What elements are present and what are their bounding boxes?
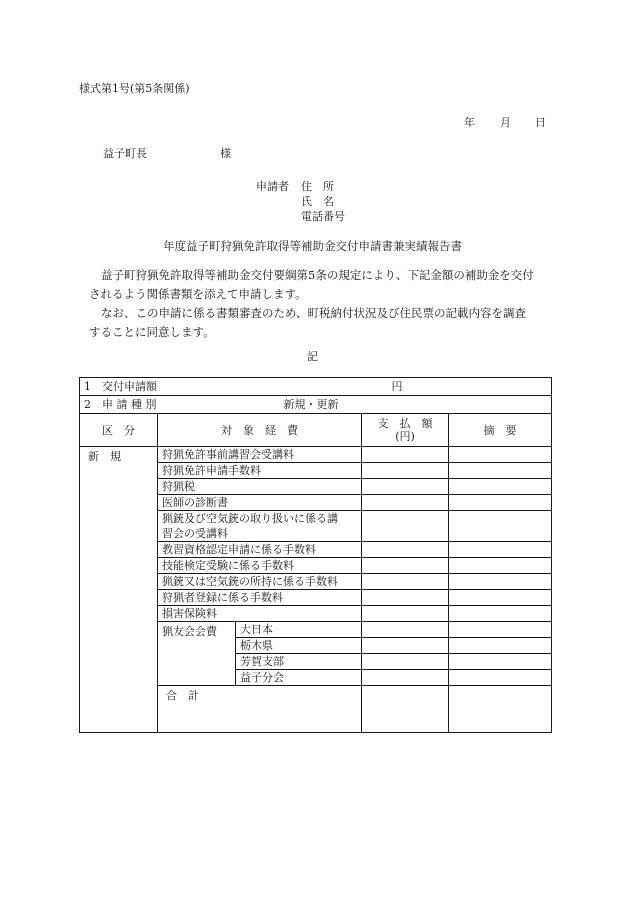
total-payment-cell bbox=[362, 686, 449, 733]
header-category: 区 分 bbox=[80, 414, 158, 447]
applicant-phone: 電話番号 bbox=[301, 210, 345, 223]
remarks-cell bbox=[449, 447, 552, 463]
date-month: 月 bbox=[500, 116, 511, 129]
payment-cell bbox=[362, 574, 449, 590]
item-label: 狩猟免許事前講習会受講料 bbox=[158, 447, 362, 463]
remarks-cell bbox=[449, 574, 552, 590]
document-title: 年度益子町狩猟免許取得等補助金交付申請書兼実績報告書 bbox=[163, 239, 462, 253]
membership-subitem: 芳賀支部 bbox=[236, 654, 362, 670]
item-label-line2: 習会の受講料 bbox=[162, 527, 228, 540]
header-row bbox=[80, 414, 552, 447]
item-label: 猟銃又は空気銃の所持に係る手数料 bbox=[158, 574, 362, 590]
payment-cell bbox=[362, 479, 449, 495]
item-label-multiline bbox=[158, 511, 362, 542]
amount-row bbox=[80, 378, 552, 396]
item-label: 損害保険料 bbox=[158, 606, 362, 622]
applicant-name: 氏 名 bbox=[301, 195, 334, 208]
remarks-cell bbox=[449, 654, 552, 670]
type-label: 2 申 請 種 別 bbox=[84, 398, 157, 411]
remarks-cell bbox=[449, 495, 552, 511]
membership-subitem: 大日本 bbox=[236, 622, 362, 638]
para1-line1: 益子町狩猟免許取得等補助金交付要綱第5条の規定により、下記金額の補助金を交付 bbox=[101, 268, 534, 282]
category-value: 新 規 bbox=[88, 450, 121, 463]
item-label: 狩猟税 bbox=[158, 479, 362, 495]
header-expense: 対 象 経 費 bbox=[158, 414, 362, 447]
remarks-cell bbox=[449, 542, 552, 558]
para2-line2: することに同意します。 bbox=[89, 325, 215, 339]
form-number: 様式第1号(第5条関係) bbox=[79, 82, 190, 95]
payment-cell bbox=[362, 622, 449, 638]
payment-cell bbox=[362, 606, 449, 622]
payment-cell bbox=[362, 638, 449, 654]
amount-unit: 円 bbox=[391, 380, 403, 393]
application-table bbox=[79, 377, 552, 733]
payment-cell bbox=[362, 542, 449, 558]
payment-cell bbox=[362, 558, 449, 574]
remarks-cell bbox=[449, 590, 552, 606]
category-cell bbox=[80, 447, 158, 733]
applicant-address: 住 所 bbox=[301, 180, 334, 193]
item-label-line1: 猟銃及び空気銃の取り扱いに係る講 bbox=[162, 512, 338, 525]
remarks-cell bbox=[449, 638, 552, 654]
remarks-cell bbox=[449, 463, 552, 479]
total-label bbox=[158, 686, 362, 733]
item-label: 教習資格認定申請に係る手数料 bbox=[158, 542, 362, 558]
ki-heading: 記 bbox=[307, 350, 318, 363]
membership-subitem: 栃木県 bbox=[236, 638, 362, 654]
payment-cell bbox=[362, 590, 449, 606]
amount-label: 1 交付申請額 bbox=[84, 380, 157, 393]
header-payment-unit: (円) bbox=[395, 430, 415, 443]
para2-line1: なお、この申請に係る書類審査のため、町税納付状況及び住民票の記載内容を調査 bbox=[101, 306, 527, 320]
table-row bbox=[80, 447, 552, 463]
membership-label: 猟友会会費 bbox=[158, 622, 236, 686]
addressee-name: 益子町長 bbox=[103, 147, 147, 160]
addressee-honorific: 様 bbox=[220, 147, 231, 160]
header-payment-label: 支 払 額 bbox=[377, 417, 433, 430]
header-payment bbox=[362, 414, 449, 447]
remarks-cell bbox=[449, 511, 552, 542]
para1-line2: されるよう関係書類を添えて申請します。 bbox=[89, 287, 307, 301]
payment-cell bbox=[362, 447, 449, 463]
payment-cell bbox=[362, 670, 449, 686]
remarks-cell bbox=[449, 479, 552, 495]
payment-cell bbox=[362, 495, 449, 511]
remarks-cell bbox=[449, 670, 552, 686]
date-day: 日 bbox=[535, 116, 546, 129]
remarks-cell bbox=[449, 606, 552, 622]
item-label: 狩猟免許申請手数料 bbox=[158, 463, 362, 479]
type-value: 新規・更新 bbox=[283, 398, 339, 411]
date-year: 年 bbox=[464, 116, 475, 129]
membership-subitem: 益子分会 bbox=[236, 670, 362, 686]
body-text bbox=[79, 266, 559, 342]
remarks-cell bbox=[449, 622, 552, 638]
type-row bbox=[80, 396, 552, 414]
item-label: 医師の診断書 bbox=[158, 495, 362, 511]
remarks-cell bbox=[449, 558, 552, 574]
payment-cell bbox=[362, 654, 449, 670]
item-label: 狩猟者登録に係る手数料 bbox=[158, 590, 362, 606]
total-remarks-cell bbox=[449, 686, 552, 733]
applicant-label: 申請者 bbox=[256, 180, 289, 193]
header-remarks: 摘 要 bbox=[449, 414, 552, 447]
total-label-text: 合 計 bbox=[166, 689, 199, 702]
payment-cell bbox=[362, 463, 449, 479]
payment-cell bbox=[362, 511, 449, 542]
item-label: 技能検定受験に係る手数料 bbox=[158, 558, 362, 574]
